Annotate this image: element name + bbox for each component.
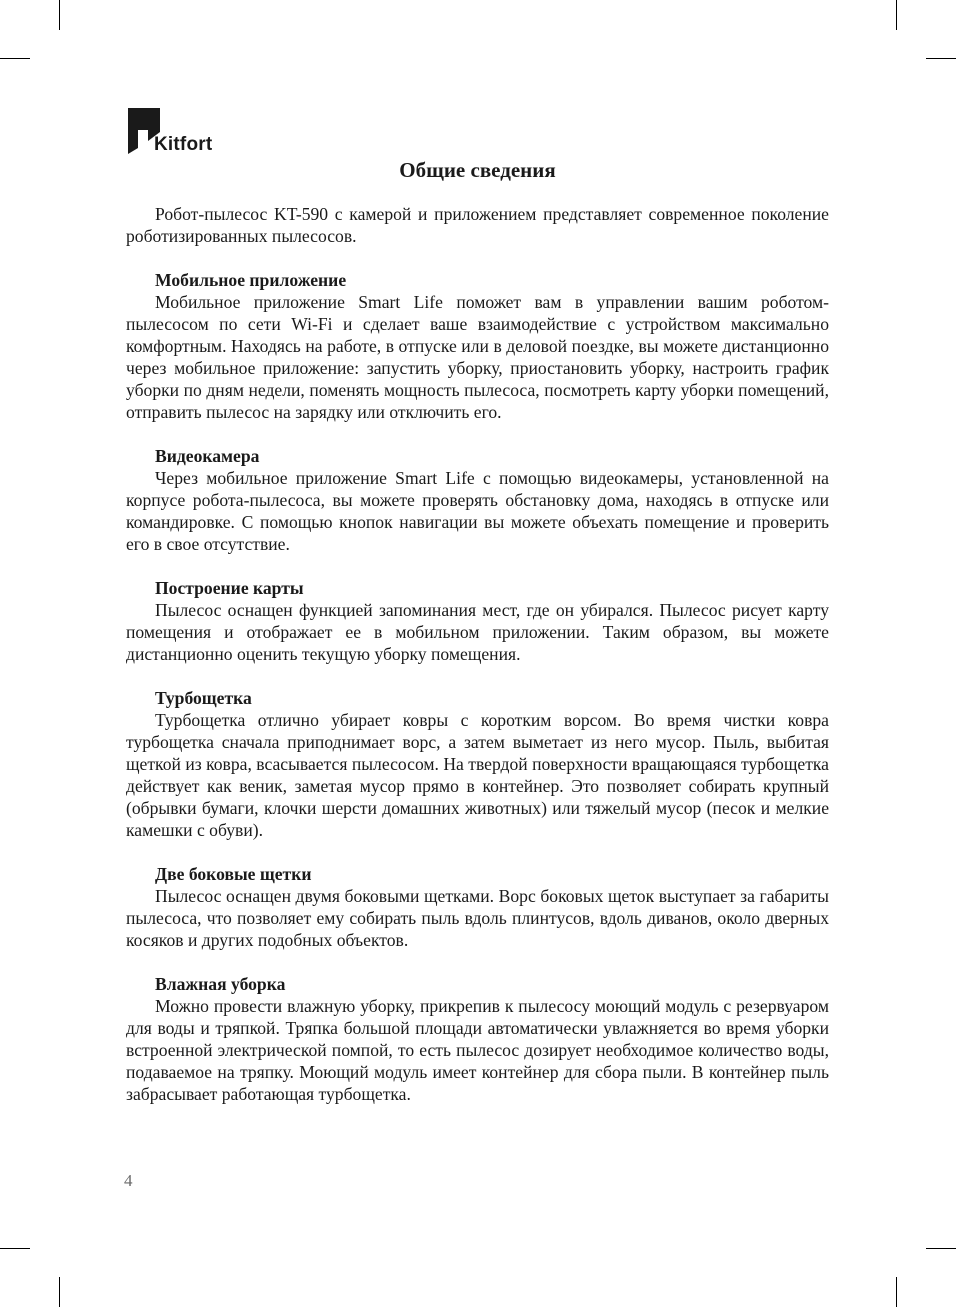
section-video-camera	[126, 445, 829, 555]
section-heading: Мобильное приложение	[155, 270, 347, 290]
crop-mark-top-right-vertical	[896, 0, 897, 30]
crop-mark-top-right-horizontal	[926, 58, 956, 59]
section-heading: Видеокамера	[155, 446, 260, 466]
brand-logo	[126, 108, 226, 158]
section-text: Турбощетка отлично убирает ковры с коротким ворсом. Во время чистки ковра турбощетка сначала приподнимает ворс, а затем выметает из него мусор. Пыль, выбитая щеткой из ковра, всасывается пылесосом. На твердой поверхности вращающаяся турбощетка действует как веник, заметая мусор прямо в контейнер. Это позволяет собирать крупный (обрывки бумаги, клочки шерсти домашних животных) или тяжелый мусор (песок и мелкие камешки с обуви).	[126, 710, 829, 840]
section-text: Пылесос оснащен функцией запоминания мест, где он убирался. Пылесос рисует карту помещения и отображает ее в мобильном приложении. Таким образом, вы можете дистанционно оценить текущую уборку помещения.	[126, 600, 829, 664]
section-heading: Построение карты	[155, 578, 304, 598]
section-heading: Две боковые щетки	[155, 864, 312, 884]
section-heading: Турбощетка	[155, 688, 252, 708]
section-mapping	[126, 577, 829, 665]
crop-mark-bottom-left-vertical	[59, 1277, 60, 1307]
crop-mark-top-left-vertical	[59, 0, 60, 30]
crop-mark-bottom-right-horizontal	[926, 1248, 956, 1249]
section-mobile-app	[126, 269, 829, 423]
section-text: Пылесос оснащен двумя боковыми щетками. Ворс боковых щеток выступает за габариты пылесоса, что позволяет ему собирать пыль вдоль плинтусов, вдоль диванов, около дверных косяков и других подобных объектов.	[126, 886, 829, 950]
section-text: Мобильное приложение Smart Life поможет вам в управлении вашим роботом-пылесосом по сети Wi-Fi и сделает ваше взаимодействие с устройством максимально комфортным. Находясь на работе, в отпуске или в деловой поездке, вы можете дистанционно через мобильное приложение: запустить уборку, приостановить уборку, настроить график уборки по дням недели, поменять мощность пылесоса, посмотреть карту уборки помещений, отправить пылесос на зарядку или отключить его.	[126, 292, 829, 422]
crop-mark-top-left-horizontal	[0, 58, 30, 59]
section-wet-cleaning	[126, 973, 829, 1105]
page-number: 4	[124, 1171, 133, 1190]
section-text: Можно провести влажную уборку, прикрепив к пылесосу моющий модуль с резервуаром для воды и тряпкой. Тряпка большой площади автоматически увлажняется во время уборки встроенной электрической помпой, то есть пылесос дозирует необходимое количество воды, подаваемое на тряпку. Моющий модуль имеет контейнер для сбора пыли. В контейнер пыль забрасывает работающая турбощетка.	[126, 996, 829, 1104]
crop-mark-bottom-left-horizontal	[0, 1248, 30, 1249]
section-text: Через мобильное приложение Smart Life с помощью видеокамеры, установленной на корпусе робота-пылесоса, вы можете проверять обстановку дома, находясь в отпуске или командировке. С помощью кнопок навигации вы можете объехать помещение и проверить его в свое отсутствие.	[126, 468, 829, 554]
page-title: Общие сведения	[399, 158, 556, 182]
brand-name: Kitfort	[154, 134, 213, 155]
intro-paragraph: Робот-пылесос KT-590 с камерой и приложением представляет современное поколение роботизированных пылесосов.	[126, 204, 829, 246]
section-heading: Влажная уборка	[155, 974, 286, 994]
section-side-brushes	[126, 863, 829, 951]
section-turbo-brush	[126, 687, 829, 841]
document-body	[126, 203, 829, 1105]
crop-mark-bottom-right-vertical	[896, 1277, 897, 1307]
